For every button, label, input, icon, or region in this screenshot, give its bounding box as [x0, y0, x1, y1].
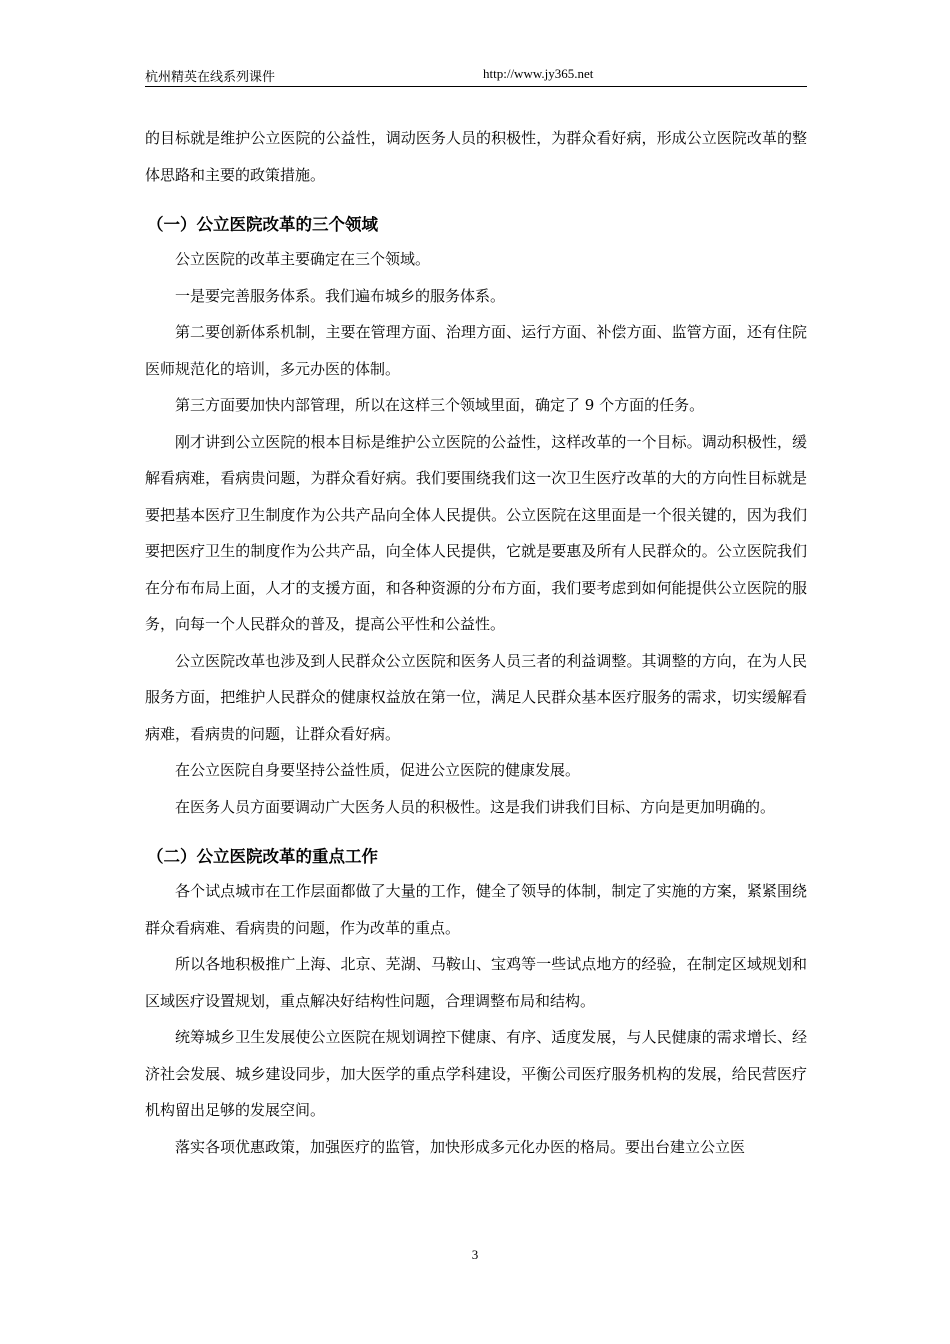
section-2-paragraph: 所以各地积极推广上海、北京、芜湖、马鞍山、宝鸡等一些试点地方的经验，在制定区域规划和区域医疗设置规划，重点解决好结构性问题，合理调整布局和结构。: [145, 955, 807, 1010]
section-1-paragraph: 公立医院改革也涉及到人民群众公立医院和医务人员三者的利益调整。其调整的方向，在为人民服务方面，把维护人民群众的健康权益放在第一位，满足人民群众基本医疗服务的需求，切实缓解看病难，看病贵的问题，让群众看好病。: [145, 651, 807, 743]
section-1-heading: （一）公立医院改革的三个领域: [147, 215, 378, 234]
section-2-paragraph: 落实各项优惠政策，加强医疗的监管，加快形成多元化办医的格局。要出台建立公立医: [175, 1137, 746, 1156]
section-1-paragraph: 在公立医院自身要坚持公益性质，促进公立医院的健康发展。: [175, 761, 581, 779]
header-course-title: 杭州精英在线系列课件: [145, 70, 276, 85]
page-header: [145, 64, 807, 87]
section-2-paragraph: 各个试点城市在工作层面都做了大量的工作，健全了领导的体制，制定了实施的方案，紧紧围绕群众看病难、看病贵的问题，作为改革的重点。: [145, 882, 807, 937]
section-2-heading: （二）公立医院改革的重点工作: [147, 847, 378, 866]
page-number: 3: [471, 1247, 479, 1262]
document-body: [145, 120, 807, 1165]
section-1-paragraph: 在医务人员方面要调动广大医务人员的积极性。这是我们讲我们目标、方向是更加明确的。: [175, 797, 776, 816]
section-1-paragraph: 公立医院的改革主要确定在三个领域。: [175, 250, 431, 268]
section-1-paragraph: 第二要创新体系机制，主要在管理方面、治理方面、运行方面、补偿方面、监管方面，还有住院医师规范化的培训，多元办医的体制。: [145, 323, 807, 378]
header-url-link[interactable]: http://www.jy365.net: [483, 66, 594, 81]
intro-paragraph: 的目标就是维护公立医院的公益性，调动医务人员的积极性，为群众看好病，形成公立医院改革的整体思路和主要的政策措施。: [145, 129, 807, 184]
section-2-paragraph: 统筹城乡卫生发展使公立医院在规划调控下健康、有序、适度发展，与人民健康的需求增长、经济社会发展、城乡建设同步，加大医学的重点学科建设，平衡公司医疗服务机构的发展，给民营医疗机构留出足够的发展空间。: [145, 1028, 807, 1119]
section-1-paragraph: 一是要完善服务体系。我们遍布城乡的服务体系。: [175, 286, 506, 305]
section-1-paragraph: 第三方面要加快内部管理，所以在这样三个领域里面，确定了 9 个方面的任务。: [175, 396, 705, 414]
section-1-paragraph: 刚才讲到公立医院的根本目标是维护公立医院的公益性，这样改革的一个目标。调动积极性，缓解看病难，看病贵问题，为群众看好病。我们要围绕我们这一次卫生医疗改革的大的方向性目标就是要把基本医疗卫生制度作为公共产品向全体人民提供。公立医院在这里面是一个很关键的，因为我们要把医疗卫生的制度作为公共产品，向全体人民提供，它就是要惠及所有人民群众的。公立医院我们在分布布局上面，人才的支援方面，和各种资源的分布方面，我们要考虑到如何能提供公立医院的服务，向每一个人民群众的普及，提高公平性和公益性。: [145, 432, 807, 633]
